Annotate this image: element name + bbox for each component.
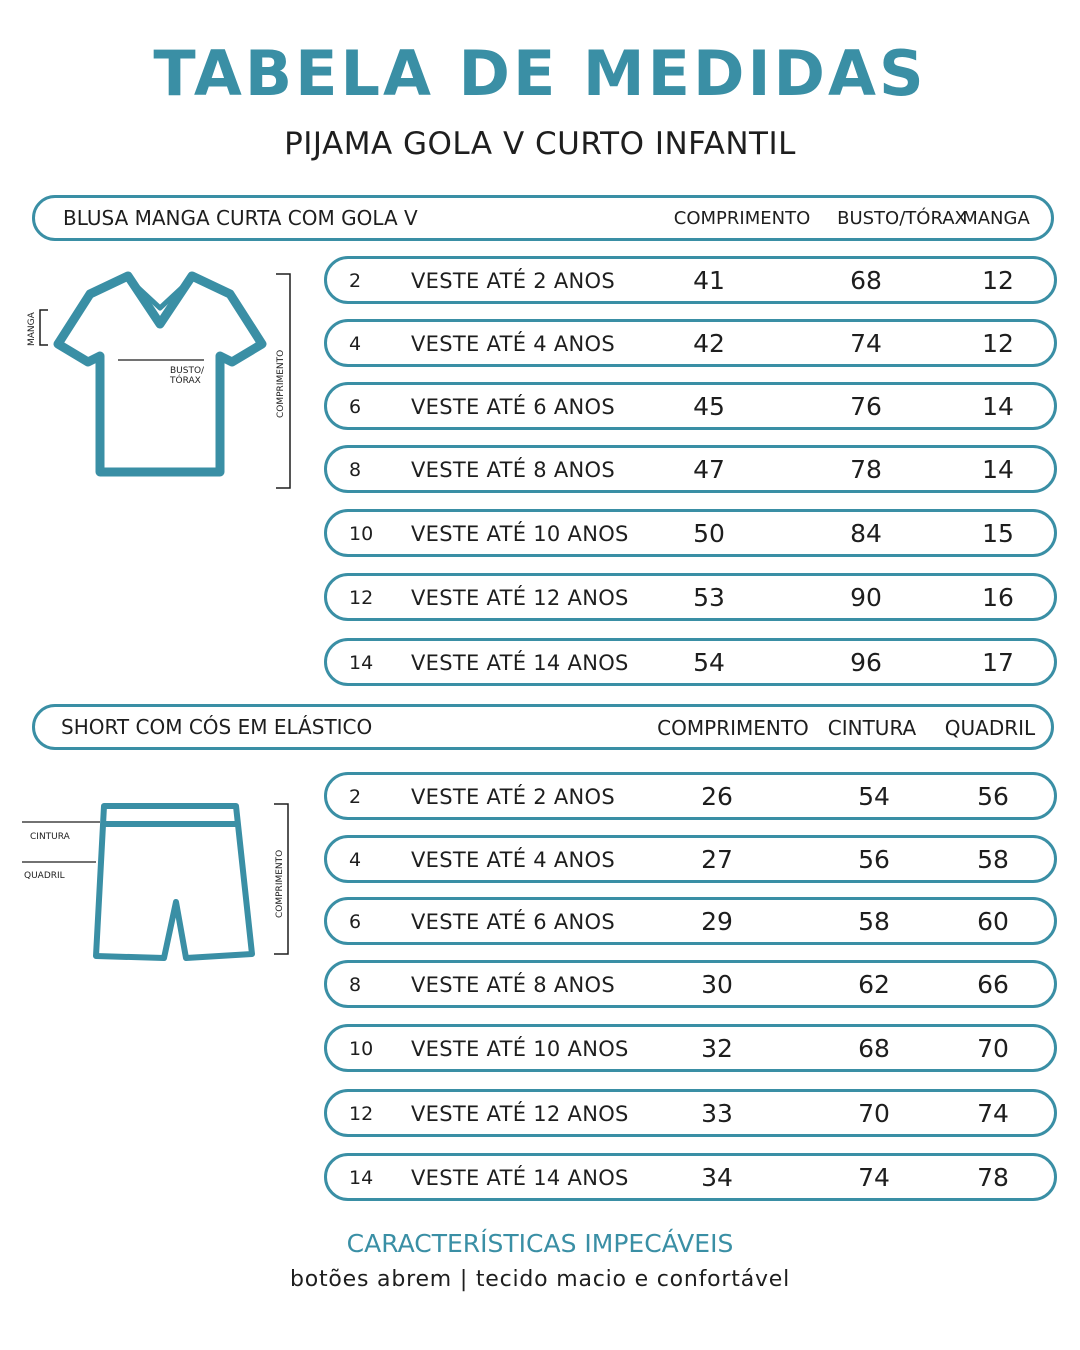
blusa-header: [32, 195, 1054, 241]
quadril-cell: 60: [977, 907, 1009, 936]
busto-cell: 74: [850, 329, 882, 358]
busto-label: BUSTO/: [170, 366, 205, 376]
desc-cell: VESTE ATÉ 8 ANOS: [411, 458, 616, 482]
desc-cell: VESTE ATÉ 6 ANOS: [411, 910, 616, 934]
comprimento-cell: 34: [701, 1163, 733, 1192]
table-row: [324, 445, 1057, 493]
size-cell: 8: [349, 459, 362, 481]
manga-cell: 14: [982, 392, 1014, 421]
busto-cell: 76: [850, 392, 882, 421]
desc-cell: VESTE ATÉ 12 ANOS: [411, 586, 629, 610]
cintura-cell: 70: [858, 1099, 890, 1128]
cintura-cell: 54: [858, 782, 890, 811]
manga-cell: 12: [982, 329, 1014, 358]
manga-cell: 17: [982, 648, 1014, 677]
desc-cell: VESTE ATÉ 12 ANOS: [411, 1102, 629, 1126]
table-row: [324, 256, 1057, 304]
size-cell: 10: [349, 523, 374, 545]
quadril-cell: 78: [977, 1163, 1009, 1192]
manga-label: MANGA: [27, 312, 37, 346]
cintura-label: CINTURA: [30, 832, 70, 842]
size-cell: 2: [349, 270, 362, 292]
comprimento-cell: 54: [693, 648, 725, 677]
desc-cell: VESTE ATÉ 8 ANOS: [411, 973, 616, 997]
table-row: [324, 509, 1057, 557]
size-cell: 14: [349, 1167, 374, 1189]
blusa-col-busto: BUSTO/TÓRAX: [837, 208, 967, 229]
manga-cell: 14: [982, 455, 1014, 484]
short-col-cintura: CINTURA: [827, 716, 917, 740]
busto-cell: 84: [850, 519, 882, 548]
blusa-col-manga: MANGA: [962, 208, 1030, 229]
manga-cell: 12: [982, 266, 1014, 295]
features-title: CARACTERÍSTICAS IMPECÁVEIS: [346, 1229, 734, 1258]
size-cell: 4: [349, 849, 362, 871]
size-cell: 6: [349, 396, 362, 418]
cintura-cell: 68: [858, 1034, 890, 1063]
table-row: [324, 1089, 1057, 1137]
table-row: [324, 638, 1057, 686]
quadril-cell: 58: [977, 845, 1009, 874]
comprimento-cell: 45: [693, 392, 725, 421]
table-row: [324, 772, 1057, 820]
desc-cell: VESTE ATÉ 14 ANOS: [411, 1166, 629, 1190]
cintura-cell: 74: [858, 1163, 890, 1192]
comprimento-cell: 53: [693, 583, 725, 612]
comprimento-cell: 33: [701, 1099, 733, 1128]
desc-cell: VESTE ATÉ 6 ANOS: [411, 395, 616, 419]
blusa-title: BLUSA MANGA CURTA COM GOLA V: [63, 206, 418, 230]
busto-cell: 90: [850, 583, 882, 612]
cintura-cell: 56: [858, 845, 890, 874]
comprimento-cell: 47: [693, 455, 725, 484]
quadril-cell: 74: [977, 1099, 1009, 1128]
comprimento-cell: 32: [701, 1034, 733, 1063]
desc-cell: VESTE ATÉ 10 ANOS: [411, 1037, 629, 1061]
busto-cell: 96: [850, 648, 882, 677]
quadril-label: QUADRIL: [24, 871, 65, 881]
table-row: [324, 382, 1057, 430]
table-row: [324, 319, 1057, 367]
size-cell: 10: [349, 1038, 374, 1060]
comprimento-cell: 27: [701, 845, 733, 874]
busto-cell: 68: [850, 266, 882, 295]
table-row: [324, 573, 1057, 621]
short-col-quadril: QUADRIL: [944, 716, 1036, 740]
table-row: [324, 1024, 1057, 1072]
desc-cell: VESTE ATÉ 2 ANOS: [411, 269, 616, 293]
comprimento-cell: 29: [701, 907, 733, 936]
shorts-icon: [0, 790, 320, 980]
quadril-cell: 56: [977, 782, 1009, 811]
desc-cell: VESTE ATÉ 2 ANOS: [411, 785, 616, 809]
blusa-col-comprimento: COMPRIMENTO: [673, 208, 811, 229]
cintura-cell: 62: [858, 970, 890, 999]
table-row: [324, 960, 1057, 1008]
table-row: [324, 897, 1057, 945]
desc-cell: VESTE ATÉ 14 ANOS: [411, 651, 629, 675]
manga-cell: 15: [982, 519, 1014, 548]
comprimento-label-blusa: COMPRIMENTO: [276, 349, 286, 418]
manga-cell: 16: [982, 583, 1014, 612]
table-row: [324, 835, 1057, 883]
size-cell: 12: [349, 587, 374, 609]
size-cell: 4: [349, 333, 362, 355]
torax-label: TÓRAX: [170, 376, 201, 386]
comprimento-cell: 26: [701, 782, 733, 811]
table-row: [324, 1153, 1057, 1201]
size-cell: 8: [349, 974, 362, 996]
features-text: botões abrem | tecido macio e confortável: [289, 1267, 791, 1292]
size-cell: 6: [349, 911, 362, 933]
desc-cell: VESTE ATÉ 4 ANOS: [411, 848, 616, 872]
short-title: SHORT COM CÓS EM ELÁSTICO: [61, 715, 373, 739]
comprimento-cell: 42: [693, 329, 725, 358]
desc-cell: VESTE ATÉ 4 ANOS: [411, 332, 616, 356]
desc-cell: VESTE ATÉ 10 ANOS: [411, 522, 629, 546]
comprimento-label-short: COMPRIMENTO: [275, 849, 285, 918]
quadril-cell: 66: [977, 970, 1009, 999]
quadril-cell: 70: [977, 1034, 1009, 1063]
busto-cell: 78: [850, 455, 882, 484]
size-cell: 12: [349, 1103, 374, 1125]
short-header: [32, 704, 1054, 750]
comprimento-cell: 41: [693, 266, 725, 295]
size-cell: 14: [349, 652, 374, 674]
page-subtitle: PIJAMA GOLA V CURTO INFANTIL: [284, 126, 796, 162]
short-col-comprimento: COMPRIMENTO: [657, 716, 809, 740]
page-title: TABELA DE MEDIDAS: [153, 37, 927, 110]
cintura-cell: 58: [858, 907, 890, 936]
tshirt-icon: [0, 260, 320, 500]
size-cell: 2: [349, 786, 362, 808]
comprimento-cell: 50: [693, 519, 725, 548]
comprimento-cell: 30: [701, 970, 733, 999]
